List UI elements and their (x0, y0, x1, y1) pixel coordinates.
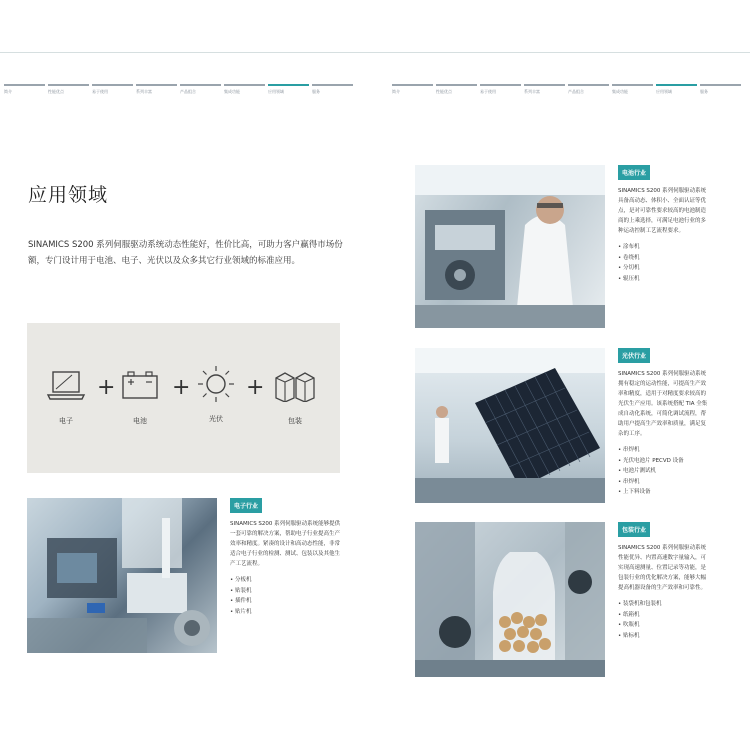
nav-tab[interactable] (656, 84, 697, 95)
battery-panel (618, 165, 710, 284)
electronics-heading: 电子行业 (230, 498, 262, 513)
packaging-heading: 包装行业 (618, 522, 650, 537)
nav-tab-label: 系列丰富 (136, 89, 152, 94)
list-item: • 涂布机 (618, 242, 710, 253)
nav-tab-label: 产品组合 (568, 89, 584, 94)
nav-tab-bar (700, 84, 741, 86)
nav-right (392, 84, 741, 95)
nav-tab-label: 易于使用 (92, 89, 108, 94)
battery-photo (415, 165, 605, 328)
industry-label-packaging: 包装 (288, 417, 302, 425)
nav-tab[interactable] (392, 84, 433, 95)
plus-sign-3: + (246, 375, 265, 400)
nav-tab-bar (392, 84, 433, 86)
industry-label-solar: 光伏 (209, 415, 223, 423)
nav-tab-bar (524, 84, 565, 86)
electronics-list (230, 575, 342, 617)
electronics-photo (27, 498, 217, 653)
list-item: • 纸箱机 (618, 610, 710, 621)
solar-heading: 光伏行业 (618, 348, 650, 363)
list-item: • 贴标机 (618, 631, 710, 642)
nav-tab-bar (48, 84, 89, 86)
nav-tab-label: 产品组合 (180, 89, 196, 94)
list-item: • 吹瓶机 (618, 620, 710, 631)
electronics-desc: SINAMICS S200 系列伺服驱动系统能够提供一套可靠的解决方案，帮助电子行业提高生产效率和精度。紧凑的设计和高动态性能，非常适合电子行业的检测、测试、包装以及其他生产工艺流程。 (230, 521, 341, 567)
solar-list (618, 445, 710, 498)
nav-tab[interactable] (136, 84, 177, 95)
industry-icon-box (27, 323, 340, 473)
nav-tab[interactable] (436, 84, 477, 95)
industry-solar (191, 368, 241, 424)
nav-tab-bar (180, 84, 221, 86)
nav-tab-bar (268, 84, 309, 86)
nav-tab-bar (612, 84, 653, 86)
nav-tab-bar (656, 84, 697, 86)
nav-tab-bar (136, 84, 177, 86)
nav-tab-label: 集成功能 (224, 89, 240, 94)
packaging-photo (415, 522, 605, 677)
nav-tab-bar (312, 84, 353, 86)
page-title: 应用领域 (28, 184, 109, 206)
nav-tab[interactable] (92, 84, 133, 95)
list-item: • 分板机 (230, 575, 342, 586)
list-item: • 插件机 (230, 596, 342, 607)
nav-tab-bar (4, 84, 45, 86)
nav-tab[interactable] (48, 84, 89, 95)
solar-photo (415, 348, 605, 503)
nav-tab-label: 简介 (4, 89, 12, 94)
list-item: • 光伏电池片 PECVD 设备 (618, 456, 710, 467)
nav-tab-bar (224, 84, 265, 86)
packaging-desc: SINAMICS S200 系列伺服驱动系统性能优异、内置高速数字量输入，可实现高速测量、位置记录等功能，是包装行业的优化解决方案，能够大幅提高机器设备的生产效率和可靠性。 (618, 545, 707, 591)
nav-tab-label: 性能优点 (436, 89, 452, 94)
top-divider (0, 52, 750, 53)
nav-tab[interactable] (700, 84, 741, 95)
nav-tab-label: 易于使用 (480, 89, 496, 94)
nav-tab[interactable] (524, 84, 565, 95)
nav-tab[interactable] (312, 84, 353, 95)
nav-tab-label: 系列丰富 (524, 89, 540, 94)
nav-tab-bar (92, 84, 133, 86)
intro-text: SINAMICS S200 系列伺服驱动系统动态性能好，性价比高，可助力客户赢得市场份额，专门设计用于电池、电子、光伏以及众多其它行业领域的标准应用。 (28, 240, 343, 266)
nav-tab[interactable] (224, 84, 265, 95)
list-item: • 贴装机 (230, 586, 342, 597)
nav-tab[interactable] (612, 84, 653, 95)
nav-tab[interactable] (4, 84, 45, 95)
nav-tab-bar (436, 84, 477, 86)
nav-tab-label: 集成功能 (612, 89, 628, 94)
nav-tab-label: 简介 (392, 89, 400, 94)
laptop-icon (46, 368, 86, 402)
list-item: • 装袋机和包装机 (618, 599, 710, 610)
list-item: • 电池片测试机 (618, 466, 710, 477)
packaging-list (618, 599, 710, 641)
industry-label-electronics: 电子 (59, 417, 73, 425)
list-item: • 辊压机 (618, 274, 710, 285)
sun-icon (196, 364, 236, 404)
package-icon (273, 368, 317, 402)
solar-panel (618, 348, 710, 498)
list-item: • 串焊机 (618, 477, 710, 488)
nav-tab-label: 性能优点 (48, 89, 64, 94)
nav-tab-label: 应用领域 (268, 89, 284, 94)
list-item: • 分切机 (618, 263, 710, 274)
nav-tab-bar (568, 84, 609, 86)
industry-electronics (41, 368, 91, 426)
list-item: • 串焊机 (618, 445, 710, 456)
nav-tab-label: 应用领域 (656, 89, 672, 94)
electronics-panel (230, 498, 342, 617)
nav-left (4, 84, 353, 95)
industry-packaging (270, 368, 320, 426)
industry-battery (115, 368, 165, 426)
list-item: • 贴片机 (230, 607, 342, 618)
list-item: • 卷绕机 (618, 253, 710, 264)
industry-label-battery: 电池 (133, 417, 147, 425)
battery-list (618, 242, 710, 284)
plus-sign-2: + (172, 375, 191, 400)
nav-tab[interactable] (480, 84, 521, 95)
battery-desc: SINAMICS S200 系列伺服驱动系统具备高动态、体积小、全面认证等优点，是对可靠性要求较高的电池制造商的上乘选择，可满足电池行业的多种运动控制工艺流程要求。 (618, 188, 707, 234)
solar-desc: SINAMICS S200 系列伺服驱动系统拥有稳定的运动性能，可提高生产效率和精度，适用于对精度要求较高的光伏生产应用。该系统搭配 TIA 全集成自动化系统，可简化调试流程，帮助用户提高生产效率和质量，满足复杂的工序。 (618, 371, 708, 437)
nav-tab[interactable] (268, 84, 309, 95)
nav-tab[interactable] (180, 84, 221, 95)
nav-tab-label: 服务 (700, 89, 708, 94)
list-item: • 上下料设备 (618, 487, 710, 498)
packaging-panel (618, 522, 710, 641)
battery-icon (120, 368, 160, 402)
nav-tab-bar (480, 84, 521, 86)
plus-sign-1: + (97, 375, 116, 400)
nav-tab[interactable] (568, 84, 609, 95)
nav-tab-label: 服务 (312, 89, 320, 94)
battery-heading: 电池行业 (618, 165, 650, 180)
